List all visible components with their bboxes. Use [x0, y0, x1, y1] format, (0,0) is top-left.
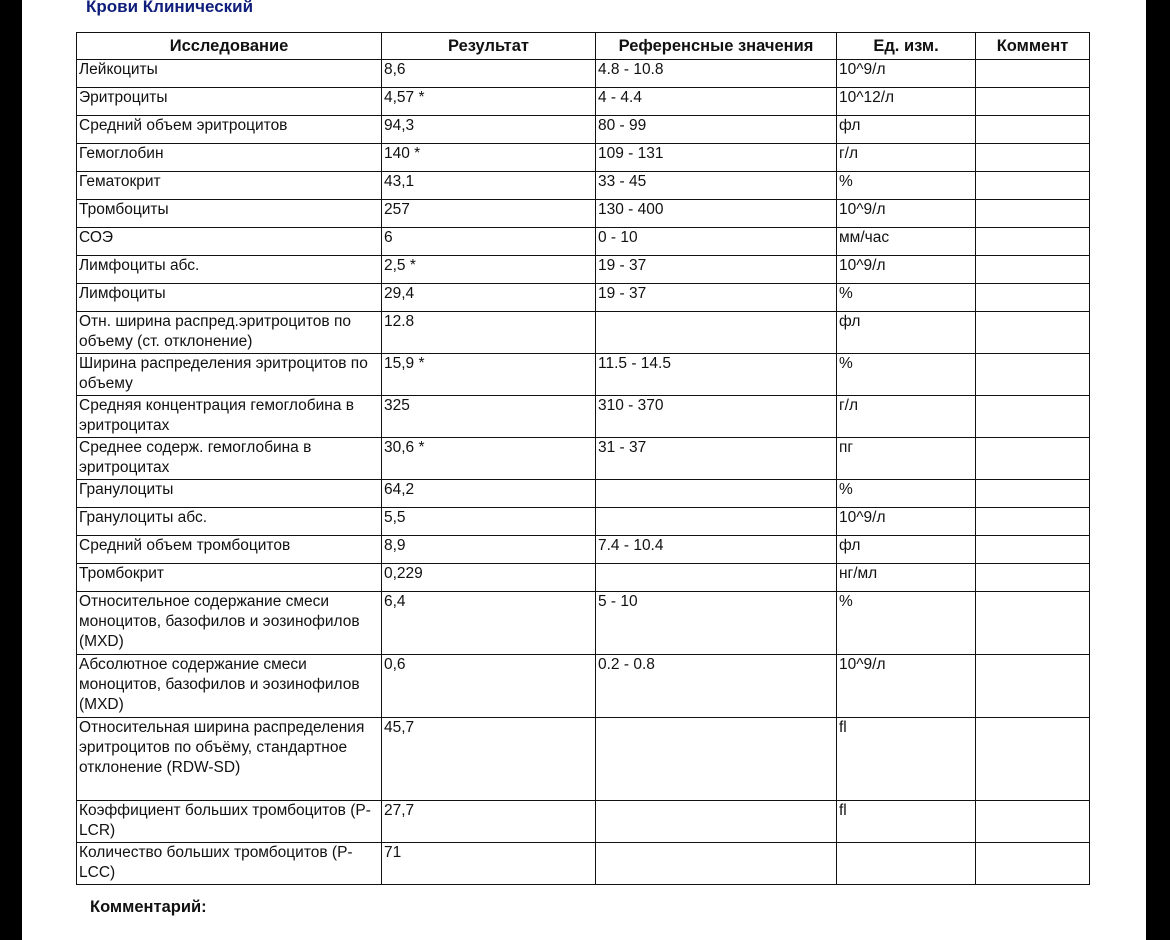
test-result: 30,6 *	[382, 438, 596, 480]
test-unit	[837, 843, 976, 885]
test-comment	[976, 655, 1090, 718]
table-row	[77, 564, 1090, 592]
table-row	[77, 172, 1090, 200]
test-name: Эритроциты	[77, 88, 382, 116]
test-unit: %	[837, 480, 976, 508]
test-unit: фл	[837, 116, 976, 144]
table-header-row	[77, 33, 1090, 60]
test-unit: мм/час	[837, 228, 976, 256]
test-unit: fl	[837, 718, 976, 801]
header-test: Исследование	[77, 33, 382, 60]
document-page	[22, 0, 1146, 940]
test-reference: 0 - 10	[596, 228, 837, 256]
test-comment	[976, 284, 1090, 312]
comment-label: Комментарий:	[90, 898, 207, 916]
test-comment	[976, 843, 1090, 885]
test-reference	[596, 718, 837, 801]
test-result: 4,57 *	[382, 88, 596, 116]
test-result: 94,3	[382, 116, 596, 144]
test-reference: 31 - 37	[596, 438, 837, 480]
test-comment	[976, 228, 1090, 256]
test-unit: %	[837, 284, 976, 312]
test-result: 0,6	[382, 655, 596, 718]
test-comment	[976, 536, 1090, 564]
table-row	[77, 718, 1090, 801]
test-comment	[976, 508, 1090, 536]
test-result: 27,7	[382, 801, 596, 843]
test-reference: 5 - 10	[596, 592, 837, 655]
table-row	[77, 88, 1090, 116]
test-unit: 10^9/л	[837, 655, 976, 718]
test-reference: 19 - 37	[596, 284, 837, 312]
test-reference	[596, 843, 837, 885]
test-result: 2,5 *	[382, 256, 596, 284]
table-row	[77, 438, 1090, 480]
test-name: Относительная ширина распределения эритроцитов по объёму, стандартное отклонение (RDW-SD)	[77, 718, 382, 801]
test-unit: %	[837, 592, 976, 655]
test-comment	[976, 256, 1090, 284]
test-result: 8,9	[382, 536, 596, 564]
test-reference: 80 - 99	[596, 116, 837, 144]
test-reference	[596, 480, 837, 508]
test-reference: 130 - 400	[596, 200, 837, 228]
test-unit: 10^9/л	[837, 256, 976, 284]
test-reference: 310 - 370	[596, 396, 837, 438]
test-name: Гранулоциты	[77, 480, 382, 508]
test-name: Коэффициент больших тромбоцитов (P-LCR)	[77, 801, 382, 843]
test-name: Средний объем тромбоцитов	[77, 536, 382, 564]
lab-results-table	[76, 32, 1090, 885]
test-name: Гранулоциты абс.	[77, 508, 382, 536]
table-row	[77, 256, 1090, 284]
test-name: Лимфоциты	[77, 284, 382, 312]
test-name: Средняя концентрация гемоглобина в эритроцитах	[77, 396, 382, 438]
test-comment	[976, 354, 1090, 396]
table-row	[77, 480, 1090, 508]
test-name: Гематокрит	[77, 172, 382, 200]
test-name: СОЭ	[77, 228, 382, 256]
test-unit: 10^12/л	[837, 88, 976, 116]
test-comment	[976, 718, 1090, 801]
test-reference: 109 - 131	[596, 144, 837, 172]
test-comment	[976, 60, 1090, 88]
test-reference	[596, 508, 837, 536]
test-result: 257	[382, 200, 596, 228]
test-reference	[596, 312, 837, 354]
test-comment	[976, 172, 1090, 200]
table-row	[77, 536, 1090, 564]
header-comment: Коммент	[976, 33, 1090, 60]
table-row	[77, 60, 1090, 88]
test-result: 64,2	[382, 480, 596, 508]
test-result: 8,6	[382, 60, 596, 88]
table-row	[77, 843, 1090, 885]
test-comment	[976, 312, 1090, 354]
test-comment	[976, 200, 1090, 228]
test-unit: %	[837, 354, 976, 396]
test-result: 15,9 *	[382, 354, 596, 396]
table-row	[77, 116, 1090, 144]
test-result: 71	[382, 843, 596, 885]
table-row	[77, 396, 1090, 438]
test-reference: 4.8 - 10.8	[596, 60, 837, 88]
test-result: 43,1	[382, 172, 596, 200]
test-result: 12.8	[382, 312, 596, 354]
table-row	[77, 508, 1090, 536]
test-name: Тромбокрит	[77, 564, 382, 592]
table-row	[77, 354, 1090, 396]
test-result: 0,229	[382, 564, 596, 592]
test-name: Средний объем эритроцитов	[77, 116, 382, 144]
test-reference: 33 - 45	[596, 172, 837, 200]
test-comment	[976, 396, 1090, 438]
test-result: 140 *	[382, 144, 596, 172]
test-unit: %	[837, 172, 976, 200]
test-unit: fl	[837, 801, 976, 843]
test-name: Лимфоциты абс.	[77, 256, 382, 284]
table-row	[77, 655, 1090, 718]
test-reference: 19 - 37	[596, 256, 837, 284]
test-comment	[976, 801, 1090, 843]
test-name: Отн. ширина распред.эритроцитов по объему (ст. отклонение)	[77, 312, 382, 354]
test-reference	[596, 801, 837, 843]
test-reference: 4 - 4.4	[596, 88, 837, 116]
test-unit: г/л	[837, 396, 976, 438]
table-row	[77, 312, 1090, 354]
document-title: Крови Клинический	[86, 0, 254, 16]
test-name: Количество больших тромбоцитов (P-LCC)	[77, 843, 382, 885]
test-name: Среднее содерж. гемоглобина в эритроцитах	[77, 438, 382, 480]
table-row	[77, 592, 1090, 655]
test-name: Тромбоциты	[77, 200, 382, 228]
test-comment	[976, 438, 1090, 480]
test-unit: 10^9/л	[837, 60, 976, 88]
test-comment	[976, 564, 1090, 592]
header-result: Результат	[382, 33, 596, 60]
test-reference: 11.5 - 14.5	[596, 354, 837, 396]
table-row	[77, 200, 1090, 228]
test-result: 6	[382, 228, 596, 256]
test-unit: фл	[837, 312, 976, 354]
test-result: 6,4	[382, 592, 596, 655]
table-row	[77, 144, 1090, 172]
test-unit: нг/мл	[837, 564, 976, 592]
test-unit: 10^9/л	[837, 508, 976, 536]
test-reference: 7.4 - 10.4	[596, 536, 837, 564]
test-name: Ширина распределения эритроцитов по объему	[77, 354, 382, 396]
test-comment	[976, 592, 1090, 655]
test-reference: 0.2 - 0.8	[596, 655, 837, 718]
header-reference: Референсные значения	[596, 33, 837, 60]
test-name: Абсолютное содержание смеси моноцитов, базофилов и эозинофилов (MXD)	[77, 655, 382, 718]
test-result: 45,7	[382, 718, 596, 801]
header-unit: Ед. изм.	[837, 33, 976, 60]
test-reference	[596, 564, 837, 592]
test-comment	[976, 88, 1090, 116]
test-result: 325	[382, 396, 596, 438]
test-name: Относительное содержание смеси моноцитов, базофилов и эозинофилов (MXD)	[77, 592, 382, 655]
test-name: Гемоглобин	[77, 144, 382, 172]
test-comment	[976, 116, 1090, 144]
test-result: 29,4	[382, 284, 596, 312]
table-row	[77, 801, 1090, 843]
test-result: 5,5	[382, 508, 596, 536]
test-comment	[976, 480, 1090, 508]
test-unit: г/л	[837, 144, 976, 172]
test-name: Лейкоциты	[77, 60, 382, 88]
test-unit: пг	[837, 438, 976, 480]
test-comment	[976, 144, 1090, 172]
table-row	[77, 228, 1090, 256]
table-row	[77, 284, 1090, 312]
test-unit: фл	[837, 536, 976, 564]
test-unit: 10^9/л	[837, 200, 976, 228]
